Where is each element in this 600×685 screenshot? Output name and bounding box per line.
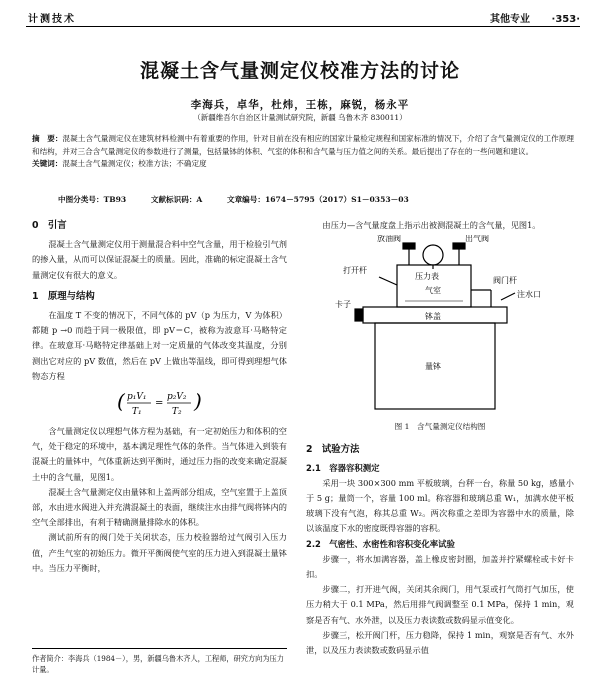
step-2-paragraph: 步骤二，打开进气阀，关闭其余阀门，用气泵或打气筒打气加压，使压力稍大于 0.1 MPa，然后用排气阀调整至 0.1 MPa，保持 1 min，观察是否有气、水外泄，以及压力表读数或数码显示值变化。 bbox=[306, 584, 574, 625]
gauge-shape bbox=[423, 245, 443, 265]
label-valve: 阀门杆 bbox=[493, 276, 517, 286]
right-column bbox=[306, 218, 574, 658]
gas-equation bbox=[32, 386, 287, 420]
equation-graphic bbox=[115, 386, 205, 420]
volume-paragraph: 采用一块 300×300 mm 平板玻璃，台秤一台，称量 50 kg，感量小于 5 g；量筒一个，容量 100 ml。称容器和玻璃总重 W₁，加满水使平板玻璃下没有气泡，称其总重 W₂。两次称重之差即为容器中水的质量，除以该温度下水的密度既得容器的容积。 bbox=[306, 477, 574, 534]
svg-text:=: = bbox=[154, 398, 163, 410]
label-lid: 钵盖 bbox=[425, 312, 441, 322]
section-0-heading: 0 引言 bbox=[32, 220, 67, 231]
affiliation: （新疆维吾尔自治区计量测试研究院，新疆 乌鲁木齐 830011） bbox=[193, 113, 407, 122]
subsection-2-1-heading: 2.1 容器容积测定 bbox=[306, 462, 380, 473]
figure-1 bbox=[315, 235, 565, 415]
label-bowl: 量钵 bbox=[425, 362, 441, 372]
section-name: 其他专业 bbox=[490, 14, 531, 25]
principle-paragraph: 在温度 T 不变的情况下，不同气体的 pV（p 为压力，V 为体积）都随 p →0 而趋于同一极限值，即 pV＝C，被称为波意耳·马略特定律。在玻意耳·马略特定律基础上对一定质量的气体改变其温度，分别测出它对应的 pV 数值，然后在 pV 上做出等温线，即可得到理想气体物态方程 bbox=[32, 310, 287, 381]
keywords-text: 混凝土含气量测定仪；校准方法；不确定度 bbox=[62, 159, 207, 169]
keywords-label: 关键词： bbox=[32, 159, 63, 169]
label-clamp: 卡子 bbox=[335, 300, 351, 310]
cls-value: TB93 bbox=[103, 195, 127, 204]
journal-name: 计测技术 bbox=[28, 14, 76, 25]
outlet-valve-cap bbox=[453, 243, 465, 249]
subsection-2-2-heading: 2.2 气密性、水密性和容积变化率试验 bbox=[306, 538, 455, 549]
header-rule bbox=[26, 26, 580, 27]
svg-text:T₂: T₂ bbox=[171, 407, 182, 418]
apparatus-diagram bbox=[315, 235, 565, 415]
structure-paragraph: 混凝土含气量测定仪由量钵和上盖两部分组成，空气室置于上盖顶部，水由进水阀进入并充满混凝土的表面，继续注水由排气阀将钵内的空气全部排出，有利于精确测量排除水的体积。 bbox=[32, 486, 287, 528]
doc-value: A bbox=[196, 195, 203, 204]
label-open-valve: 打开杆 bbox=[343, 266, 367, 276]
abstract-block bbox=[32, 133, 574, 171]
label-chamber: 气室 bbox=[425, 286, 441, 296]
article-number: 1674－5795（2017）S1－0353－03 bbox=[264, 195, 409, 204]
page-number: ·353· bbox=[551, 14, 580, 25]
label-gauge: 压力表 bbox=[415, 272, 439, 282]
principle-paragraph-2: 含气量测定仪以理想气体方程为基础，有一定初始压力和体积的空气，处于稳定的环境中，基本满足理性气体的条件。当气体进入到装有混凝土的量钵中，气体重新达到平衡时，通过压力指的改变来确定混凝土中的含气量，见图1。 bbox=[32, 426, 287, 482]
paper-title: 混凝土含气量测定仪校准方法的讨论 bbox=[139, 60, 460, 82]
section-1-heading: 1 原理与结构 bbox=[32, 290, 95, 302]
cls-label: 中图分类号： bbox=[58, 195, 104, 204]
doc-label: 文献标识码： bbox=[150, 195, 197, 204]
article-label: 文章编号： bbox=[226, 195, 265, 204]
procedure-paragraph: 测试前所有的阀门处于关闭状态，压力校验器给过气阀引入压力值，产生气室的初始压力。微开平衡阀使气室的压力进入到混凝土量钵中。当压力平衡时， bbox=[32, 532, 287, 573]
author-list: 李海兵，卓华，杜炜，王栋，麻锐，杨永平 bbox=[190, 99, 410, 111]
label-bleed: 放油阀 bbox=[377, 235, 401, 244]
svg-text:(: ( bbox=[116, 389, 125, 414]
water-inlet-pipe bbox=[501, 293, 515, 300]
svg-text:): ) bbox=[193, 389, 202, 414]
clamp-shape bbox=[355, 309, 363, 321]
bleed-valve-cap bbox=[403, 243, 415, 249]
continued-paragraph: 由压力—含气量度盘上指示出被测混凝土的含气量，见图1。 bbox=[322, 220, 541, 230]
figure-caption: 图 1 含气量测定仪结构图 bbox=[394, 422, 486, 432]
abstract-text: 混凝土含气量测定仪在建筑材料检测中有着重要的作用，针对目前在没有相应的国家计量检定规程和国家标准的情况下，介绍了含气量测定仪的工作原理和结构，并对三合含气量测定仪的参数进行了测量，包括量钵的体积、气室的体积和含气量与压力值之间的关系。最后提出了存在的一些问题和建议。 bbox=[32, 134, 575, 156]
svg-text:p₂V₂: p₂V₂ bbox=[166, 392, 186, 403]
step-1-paragraph: 步骤一，将水加满容器，盖上橡皮密封圈，加盖并拧紧螺栓或卡好卡扣。 bbox=[306, 553, 574, 580]
classification-line bbox=[58, 194, 431, 205]
section-2-heading: 2 试验方法 bbox=[306, 444, 360, 456]
open-lever bbox=[379, 277, 397, 285]
abstract-label: 摘 要： bbox=[32, 134, 63, 143]
step-3-paragraph: 步骤三，松开阀门杆，压力稳降，保持 1 min，观察是否有气、水外泄，以及压力表读数或数码显示值 bbox=[306, 629, 574, 656]
author-footnote: 作者简介：李海兵（1984－），男，新疆乌鲁木齐人，工程师，研究方向为压力计量。 bbox=[32, 648, 287, 675]
svg-text:T₁: T₁ bbox=[131, 407, 142, 418]
left-column bbox=[32, 218, 287, 576]
svg-text:p₁V₁: p₁V₁ bbox=[126, 392, 146, 403]
running-header bbox=[28, 10, 580, 26]
intro-paragraph: 混凝土含气量测定仪用于测量混合料中空气含量，用于检验引气剂的掺入量，从而可以保证混凝土的质量。因此，准确的标定混凝土含气量测定仪有很大的意义。 bbox=[32, 239, 287, 280]
label-water-inlet: 注水口 bbox=[517, 290, 541, 300]
label-outlet: 出气阀 bbox=[465, 235, 489, 244]
